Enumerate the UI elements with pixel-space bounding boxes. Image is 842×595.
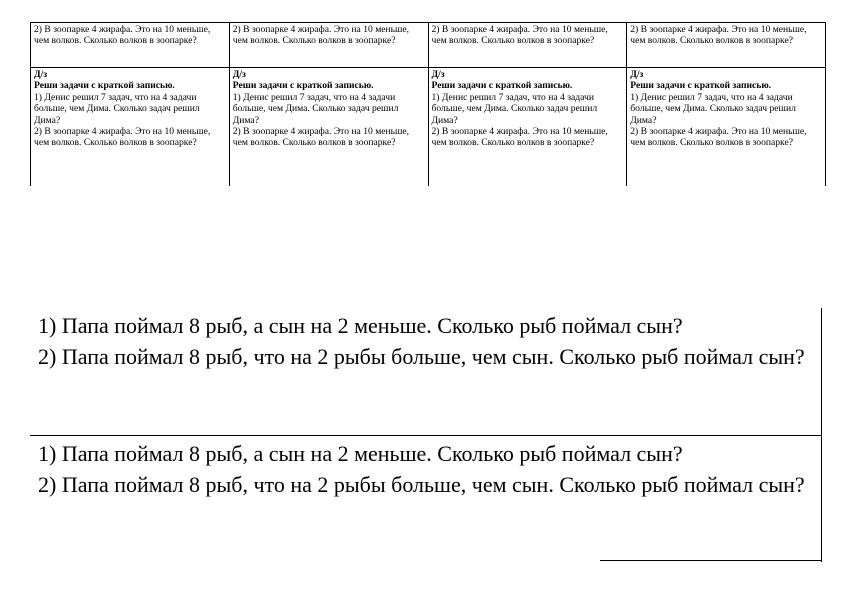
fish-problem-2: 2) Папа поймал 8 рыб, что на 2 рыбы больше, чем сын. Сколько рыб поймал сын? [38,344,805,369]
homework-label: Д/з [232,69,246,80]
card-bottom-3 [429,68,628,186]
problem-1-text: 1) Денис решил 7 задач, что на 4 задачи больше, чем Дима. Сколько задач решил Дима? [630,91,796,126]
zoo-problem-text: 2) В зоопарке 4 жирафа. Это на 10 меньше, чем волков. Сколько волков в зоопарке? [630,24,807,47]
zoo-problem-text: 2) В зоопарке 4 жирафа. Это на 10 меньше, чем волков. Сколько волков в зоопарке? [34,24,211,47]
problem-2-text: 2) В зоопарке 4 жирафа. Это на 10 меньше, чем волков. Сколько волков в зоопарке? [232,126,410,149]
task-instruction: Реши задачи с краткой записью. [34,80,175,92]
card-bottom-4 [627,68,826,186]
card-top-3 [429,23,628,68]
task-instruction: Реши задачи с краткой записью. [232,80,374,92]
homework-label: Д/з [431,69,445,80]
problem-2-text: 2) В зоопарке 4 жирафа. Это на 10 меньше, чем волков. Сколько волков в зоопарке? [630,126,807,149]
small-card-grid [30,22,826,186]
zoo-problem-text: 2) В зоопарке 4 жирафа. Это на 10 меньше, чем волков. Сколько волков в зоопарке? [232,24,410,47]
problem-1-text: 1) Денис решил 7 задач, что на 4 задачи больше, чем Дима. Сколько задач решил Дима? [34,91,200,126]
zoo-problem-text: 2) В зоопарке 4 жирафа. Это на 10 меньше, чем волков. Сколько волков в зоопарке? [431,24,608,47]
homework-label: Д/з [630,69,644,80]
card-top-1 [31,23,230,68]
task-instruction: Реши задачи с краткой записью. [630,80,772,92]
homework-label: Д/з [34,69,48,80]
fish-problem-block-1 [30,308,822,435]
card-top-4 [627,23,826,68]
fish-problem-2: 2) Папа поймал 8 рыб, что на 2 рыбы больше, чем сын. Сколько рыб поймал сын? [38,472,805,497]
card-bottom-2 [230,68,429,186]
card-top-2 [230,23,429,68]
fish-problem-1: 1) Папа поймал 8 рыб, а сын на 2 меньше. Сколько рыб поймал сын? [38,313,683,338]
task-instruction: Реши задачи с краткой записью. [431,80,573,92]
block-bottom-rule [600,560,822,561]
problem-2-text: 2) В зоопарке 4 жирафа. Это на 10 меньше, чем волков. Сколько волков в зоопарке? [34,126,211,149]
problem-1-text: 1) Денис решил 7 задач, что на 4 задачи больше, чем Дима. Сколько задач решил Дима? [431,91,598,126]
problem-1-text: 1) Денис решил 7 задач, что на 4 задачи больше, чем Дима. Сколько задач решил Дима? [232,91,399,126]
problem-2-text: 2) В зоопарке 4 жирафа. Это на 10 меньше, чем волков. Сколько волков в зоопарке? [431,126,608,149]
card-bottom-1 [31,68,230,186]
fish-problem-block-2 [30,435,822,562]
fish-problem-1: 1) Папа поймал 8 рыб, а сын на 2 меньше. Сколько рыб поймал сын? [38,441,683,466]
